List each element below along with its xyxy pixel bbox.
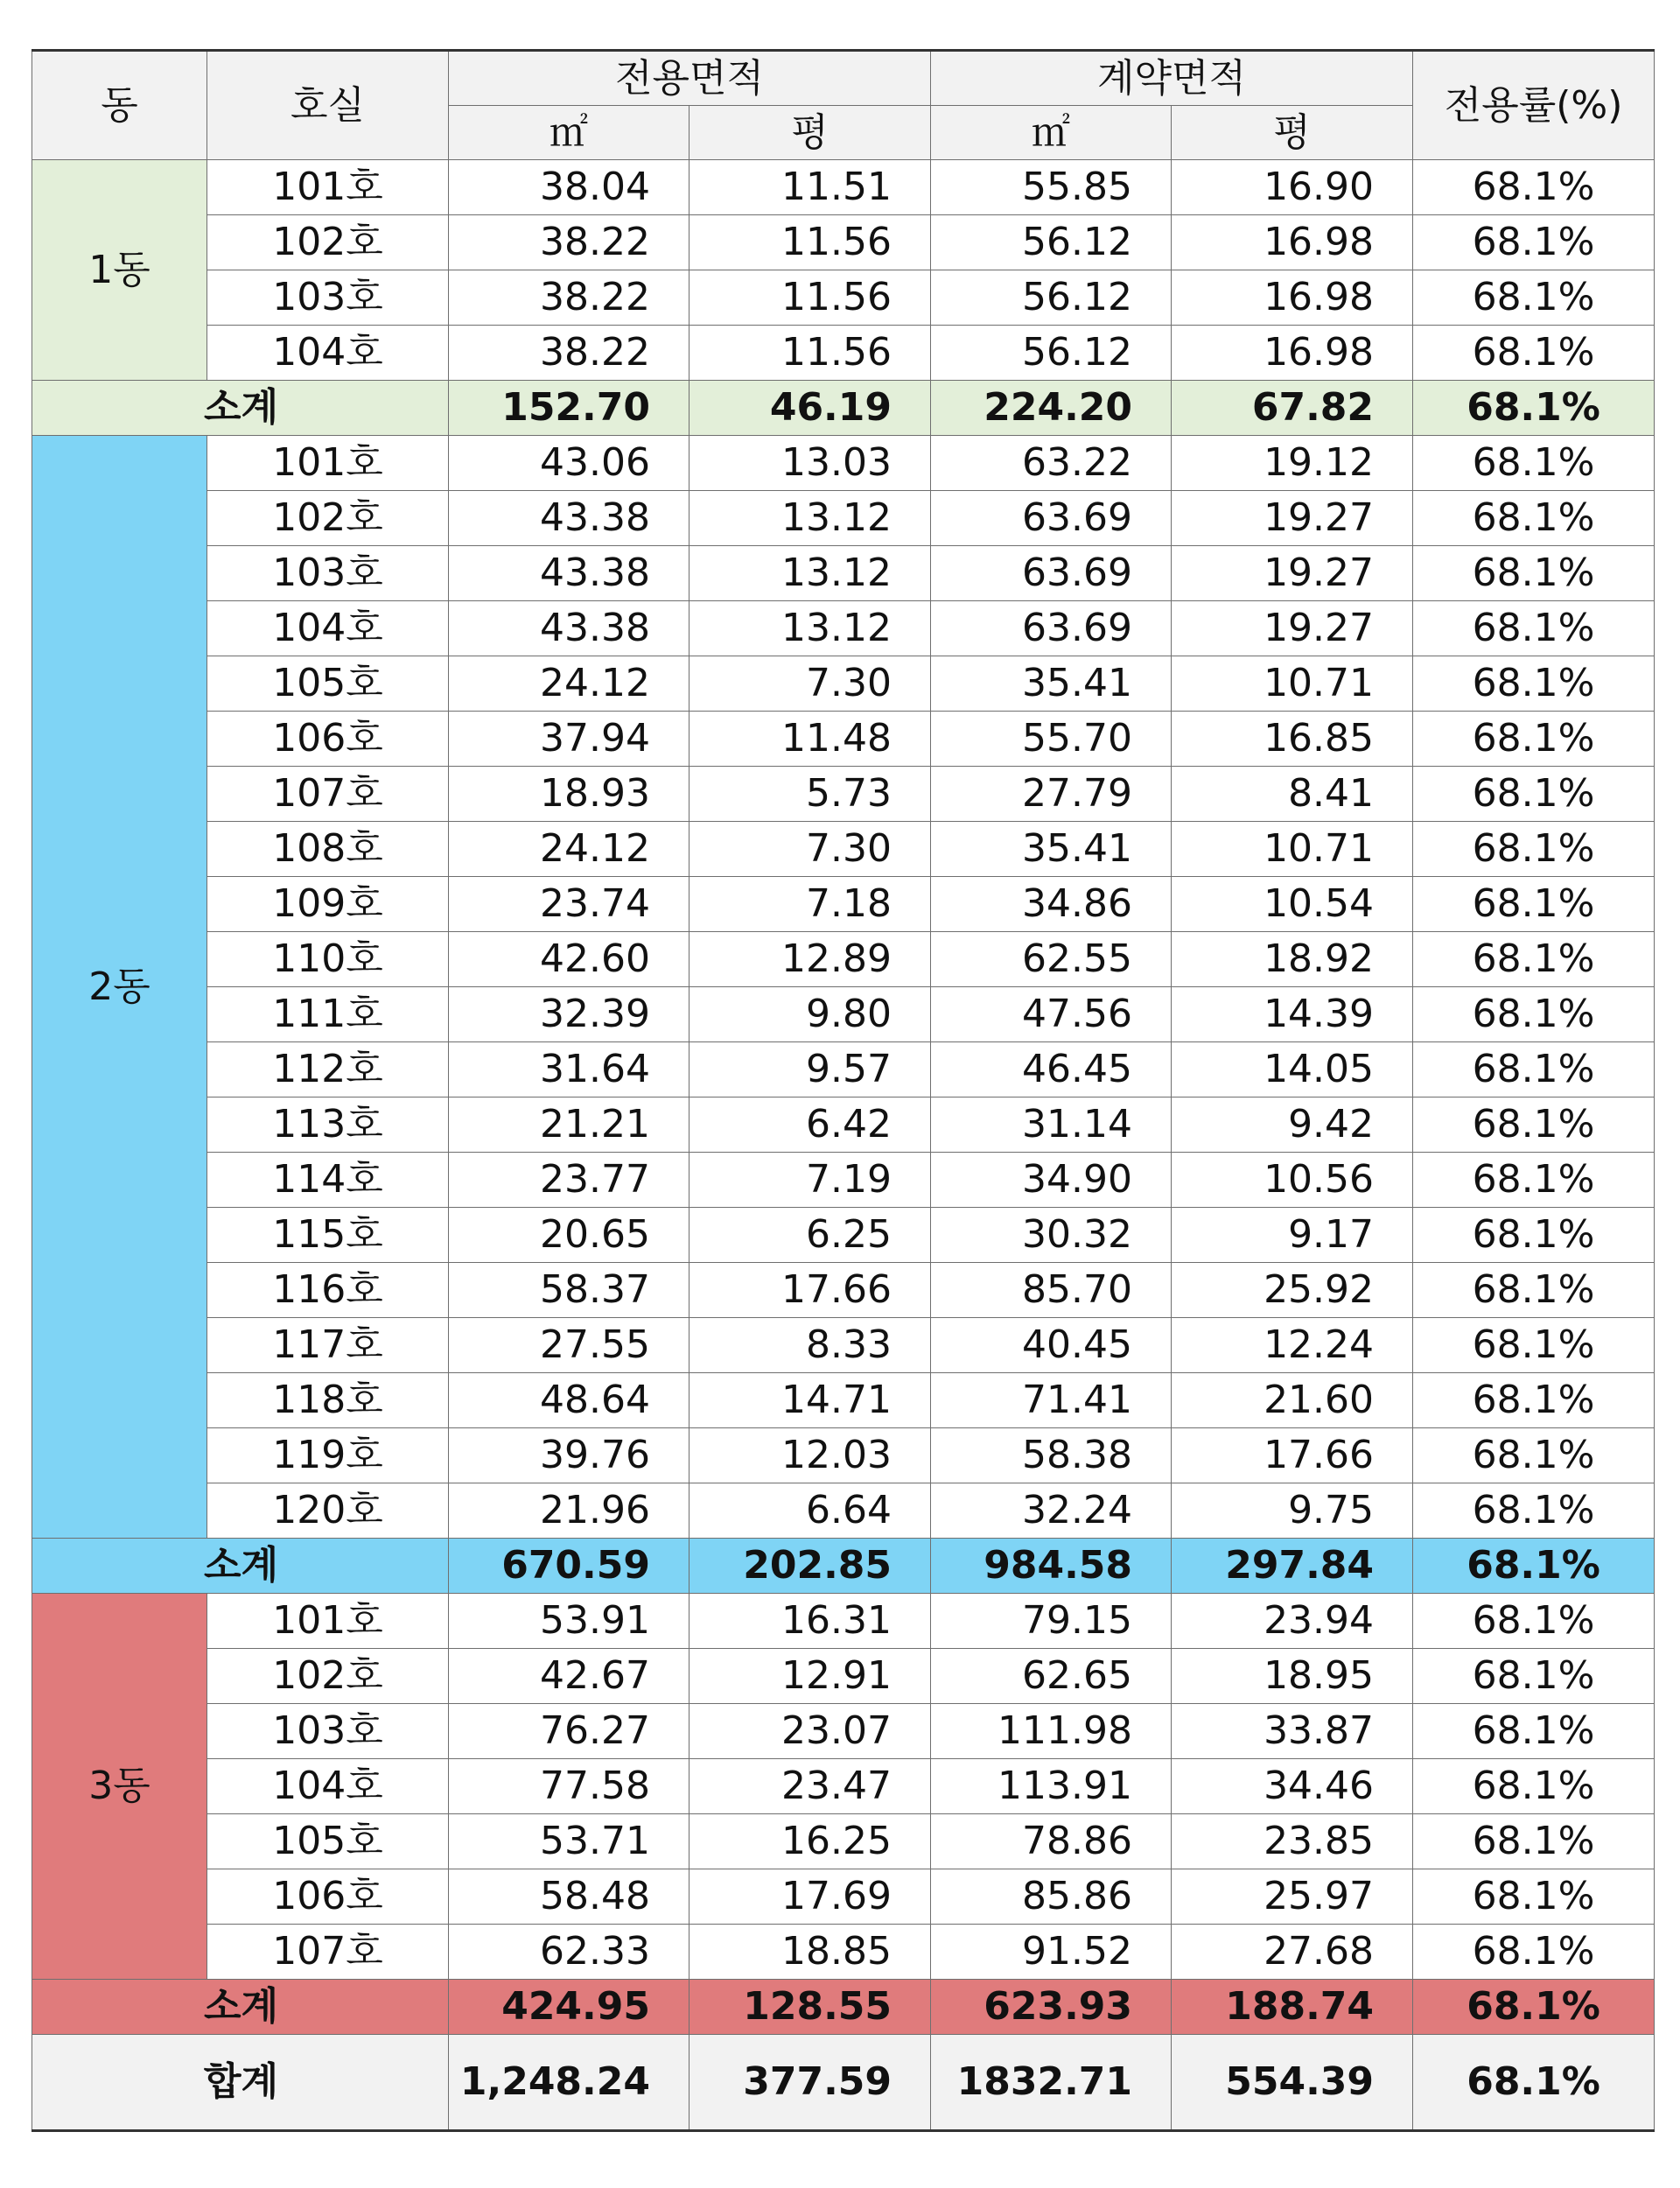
building-label: 1동 — [32, 160, 207, 381]
cell-exclusive-pyeong: 7.30 — [690, 656, 931, 712]
cell-contract-pyeong: 19.12 — [1172, 436, 1413, 491]
cell-contract-m2: 91.52 — [931, 1925, 1172, 1980]
cell-exclusive-pyeong: 23.07 — [690, 1704, 931, 1759]
cell-contract-m2: 62.55 — [931, 932, 1172, 987]
cell-exclusive-pyeong: 11.56 — [690, 326, 931, 381]
cell-exclusive-m2: 32.39 — [449, 987, 690, 1042]
cell-contract-pyeong: 18.92 — [1172, 932, 1413, 987]
table-row — [32, 1594, 1655, 1649]
cell-ratio: 68.1% — [1413, 160, 1655, 215]
cell-contract-m2: 35.41 — [931, 822, 1172, 877]
table-row — [32, 932, 1655, 987]
cell-contract-pyeong: 9.17 — [1172, 1208, 1413, 1263]
cell-exclusive-m2: 38.22 — [449, 215, 690, 270]
cell-ratio: 68.1% — [1413, 1428, 1655, 1483]
cell-exclusive-m2: 53.91 — [449, 1594, 690, 1649]
cell-ratio: 68.1% — [1413, 1649, 1655, 1704]
cell-exclusive-pyeong: 7.19 — [690, 1153, 931, 1208]
table-row — [32, 1869, 1655, 1925]
cell-contract-pyeong: 19.27 — [1172, 491, 1413, 546]
cell-exclusive-m2: 21.96 — [449, 1483, 690, 1539]
table-row — [32, 1373, 1655, 1428]
cell-exclusive-m2: 53.71 — [449, 1814, 690, 1869]
header-contract-m2: ㎡ — [931, 106, 1172, 160]
cell-exclusive-pyeong: 6.42 — [690, 1098, 931, 1153]
table-row — [32, 656, 1655, 712]
cell-contract-m2: 35.41 — [931, 656, 1172, 712]
cell-room: 110호 — [207, 932, 449, 987]
cell-contract-pyeong: 19.27 — [1172, 601, 1413, 656]
cell-room: 112호 — [207, 1042, 449, 1098]
total-label: 합계 — [32, 2035, 449, 2131]
cell-exclusive-pyeong: 18.85 — [690, 1925, 931, 1980]
cell-contract-m2: 40.45 — [931, 1318, 1172, 1373]
cell-exclusive-m2: 23.74 — [449, 877, 690, 932]
subtotal-ratio: 68.1% — [1413, 1539, 1655, 1594]
header-exclusive-m2: ㎡ — [449, 106, 690, 160]
cell-exclusive-m2: 21.21 — [449, 1098, 690, 1153]
cell-ratio: 68.1% — [1413, 1483, 1655, 1539]
cell-exclusive-pyeong: 11.56 — [690, 270, 931, 326]
cell-contract-pyeong: 18.95 — [1172, 1649, 1413, 1704]
table-row — [32, 1318, 1655, 1373]
cell-exclusive-pyeong: 13.12 — [690, 546, 931, 601]
cell-exclusive-m2: 62.33 — [449, 1925, 690, 1980]
cell-contract-pyeong: 9.75 — [1172, 1483, 1413, 1539]
table-row — [32, 436, 1655, 491]
total-contract-pyeong: 554.39 — [1172, 2035, 1413, 2131]
cell-exclusive-pyeong: 13.12 — [690, 601, 931, 656]
cell-contract-m2: 58.38 — [931, 1428, 1172, 1483]
cell-room: 102호 — [207, 491, 449, 546]
table-body — [32, 160, 1655, 2131]
cell-exclusive-pyeong: 12.03 — [690, 1428, 931, 1483]
cell-exclusive-pyeong: 23.47 — [690, 1759, 931, 1814]
cell-room: 118호 — [207, 1373, 449, 1428]
table-row — [32, 1759, 1655, 1814]
cell-contract-pyeong: 12.24 — [1172, 1318, 1413, 1373]
cell-contract-pyeong: 10.56 — [1172, 1153, 1413, 1208]
cell-exclusive-pyeong: 9.80 — [690, 987, 931, 1042]
cell-room: 105호 — [207, 656, 449, 712]
cell-contract-m2: 62.65 — [931, 1649, 1172, 1704]
table-row — [32, 1153, 1655, 1208]
building-label: 3동 — [32, 1594, 207, 1980]
cell-contract-m2: 34.86 — [931, 877, 1172, 932]
table-row — [32, 1649, 1655, 1704]
subtotal-exclusive-pyeong: 46.19 — [690, 381, 931, 436]
cell-contract-pyeong: 16.90 — [1172, 160, 1413, 215]
table-row — [32, 1483, 1655, 1539]
cell-ratio: 68.1% — [1413, 1318, 1655, 1373]
cell-contract-m2: 63.69 — [931, 546, 1172, 601]
cell-room: 101호 — [207, 160, 449, 215]
cell-exclusive-m2: 42.67 — [449, 1649, 690, 1704]
table-row — [32, 601, 1655, 656]
cell-exclusive-m2: 76.27 — [449, 1704, 690, 1759]
cell-ratio: 68.1% — [1413, 1263, 1655, 1318]
cell-exclusive-m2: 42.60 — [449, 932, 690, 987]
cell-exclusive-m2: 43.06 — [449, 436, 690, 491]
table-row — [32, 877, 1655, 932]
cell-contract-pyeong: 21.60 — [1172, 1373, 1413, 1428]
cell-contract-m2: 56.12 — [931, 326, 1172, 381]
cell-room: 106호 — [207, 712, 449, 767]
cell-contract-m2: 46.45 — [931, 1042, 1172, 1098]
cell-exclusive-pyeong: 11.48 — [690, 712, 931, 767]
cell-room: 101호 — [207, 1594, 449, 1649]
cell-ratio: 68.1% — [1413, 491, 1655, 546]
cell-room: 115호 — [207, 1208, 449, 1263]
cell-exclusive-pyeong: 6.25 — [690, 1208, 931, 1263]
total-exclusive-pyeong: 377.59 — [690, 2035, 931, 2131]
cell-ratio: 68.1% — [1413, 1869, 1655, 1925]
grand-total-row — [32, 2035, 1655, 2131]
cell-room: 111호 — [207, 987, 449, 1042]
cell-contract-m2: 32.24 — [931, 1483, 1172, 1539]
cell-exclusive-m2: 23.77 — [449, 1153, 690, 1208]
cell-contract-m2: 30.32 — [931, 1208, 1172, 1263]
table-row — [32, 1208, 1655, 1263]
subtotal-exclusive-m2: 152.70 — [449, 381, 690, 436]
cell-room: 102호 — [207, 1649, 449, 1704]
cell-room: 116호 — [207, 1263, 449, 1318]
cell-ratio: 68.1% — [1413, 1098, 1655, 1153]
cell-contract-pyeong: 14.39 — [1172, 987, 1413, 1042]
cell-contract-pyeong: 10.54 — [1172, 877, 1413, 932]
cell-exclusive-m2: 24.12 — [449, 656, 690, 712]
cell-exclusive-m2: 27.55 — [449, 1318, 690, 1373]
cell-contract-m2: 34.90 — [931, 1153, 1172, 1208]
subtotal-exclusive-pyeong: 202.85 — [690, 1539, 931, 1594]
cell-room: 108호 — [207, 822, 449, 877]
table-row — [32, 1428, 1655, 1483]
cell-room: 113호 — [207, 1098, 449, 1153]
cell-ratio: 68.1% — [1413, 546, 1655, 601]
header-contract-pyeong: 평 — [1172, 106, 1413, 160]
table-header — [32, 51, 1655, 160]
table-row — [32, 1925, 1655, 1980]
cell-room: 103호 — [207, 546, 449, 601]
cell-contract-m2: 31.14 — [931, 1098, 1172, 1153]
cell-ratio: 68.1% — [1413, 1373, 1655, 1428]
cell-contract-pyeong: 34.46 — [1172, 1759, 1413, 1814]
subtotal-contract-m2: 623.93 — [931, 1980, 1172, 2035]
cell-contract-pyeong: 9.42 — [1172, 1098, 1413, 1153]
table-row — [32, 1098, 1655, 1153]
cell-exclusive-m2: 43.38 — [449, 546, 690, 601]
cell-ratio: 68.1% — [1413, 932, 1655, 987]
cell-contract-pyeong: 23.94 — [1172, 1594, 1413, 1649]
cell-room: 104호 — [207, 601, 449, 656]
cell-ratio: 68.1% — [1413, 215, 1655, 270]
cell-exclusive-pyeong: 14.71 — [690, 1373, 931, 1428]
table-row — [32, 160, 1655, 215]
table-row — [32, 987, 1655, 1042]
cell-ratio: 68.1% — [1413, 1208, 1655, 1263]
cell-ratio: 68.1% — [1413, 712, 1655, 767]
subtotal-contract-pyeong: 188.74 — [1172, 1980, 1413, 2035]
cell-contract-m2: 85.70 — [931, 1263, 1172, 1318]
cell-contract-m2: 63.69 — [931, 491, 1172, 546]
cell-contract-m2: 27.79 — [931, 767, 1172, 822]
cell-ratio: 68.1% — [1413, 1594, 1655, 1649]
cell-contract-m2: 55.70 — [931, 712, 1172, 767]
cell-exclusive-pyeong: 11.51 — [690, 160, 931, 215]
cell-ratio: 68.1% — [1413, 601, 1655, 656]
cell-contract-pyeong: 16.98 — [1172, 215, 1413, 270]
cell-contract-m2: 47.56 — [931, 987, 1172, 1042]
subtotal-contract-pyeong: 297.84 — [1172, 1539, 1413, 1594]
subtotal-contract-m2: 224.20 — [931, 381, 1172, 436]
subtotal-exclusive-m2: 424.95 — [449, 1980, 690, 2035]
subtotal-contract-m2: 984.58 — [931, 1539, 1172, 1594]
area-table-sheet — [32, 49, 1654, 2132]
cell-contract-m2: 55.85 — [931, 160, 1172, 215]
cell-ratio: 68.1% — [1413, 987, 1655, 1042]
header-exclusive-pyeong: 평 — [690, 106, 931, 160]
cell-exclusive-pyeong: 9.57 — [690, 1042, 931, 1098]
cell-exclusive-pyeong: 8.33 — [690, 1318, 931, 1373]
subtotal-ratio: 68.1% — [1413, 381, 1655, 436]
area-table — [32, 49, 1655, 2132]
cell-room: 117호 — [207, 1318, 449, 1373]
cell-room: 103호 — [207, 1704, 449, 1759]
cell-ratio: 68.1% — [1413, 767, 1655, 822]
cell-contract-m2: 85.86 — [931, 1869, 1172, 1925]
cell-room: 105호 — [207, 1814, 449, 1869]
header-contract-area: 계약면적 — [931, 51, 1413, 106]
cell-contract-pyeong: 14.05 — [1172, 1042, 1413, 1098]
cell-exclusive-m2: 58.48 — [449, 1869, 690, 1925]
subtotal-label: 소계 — [32, 381, 449, 436]
cell-exclusive-m2: 43.38 — [449, 601, 690, 656]
cell-ratio: 68.1% — [1413, 1759, 1655, 1814]
cell-exclusive-m2: 43.38 — [449, 491, 690, 546]
cell-room: 107호 — [207, 767, 449, 822]
total-ratio: 68.1% — [1413, 2035, 1655, 2131]
table-row — [32, 1814, 1655, 1869]
subtotal-row — [32, 1980, 1655, 2035]
cell-exclusive-pyeong: 11.56 — [690, 215, 931, 270]
cell-room: 104호 — [207, 326, 449, 381]
cell-exclusive-pyeong: 13.03 — [690, 436, 931, 491]
subtotal-label: 소계 — [32, 1539, 449, 1594]
total-contract-m2: 1832.71 — [931, 2035, 1172, 2131]
subtotal-label: 소계 — [32, 1980, 449, 2035]
cell-contract-pyeong: 10.71 — [1172, 822, 1413, 877]
table-row — [32, 1042, 1655, 1098]
cell-contract-pyeong: 25.97 — [1172, 1869, 1413, 1925]
table-row — [32, 712, 1655, 767]
subtotal-row — [32, 381, 1655, 436]
table-row — [32, 1263, 1655, 1318]
table-row — [32, 270, 1655, 326]
cell-contract-m2: 56.12 — [931, 270, 1172, 326]
subtotal-exclusive-m2: 670.59 — [449, 1539, 690, 1594]
header-room: 호실 — [207, 51, 449, 160]
cell-contract-pyeong: 23.85 — [1172, 1814, 1413, 1869]
cell-room: 104호 — [207, 1759, 449, 1814]
cell-contract-pyeong: 27.68 — [1172, 1925, 1413, 1980]
cell-contract-m2: 63.22 — [931, 436, 1172, 491]
header-dong: 동 — [32, 51, 207, 160]
cell-exclusive-m2: 77.58 — [449, 1759, 690, 1814]
cell-room: 120호 — [207, 1483, 449, 1539]
cell-room: 107호 — [207, 1925, 449, 1980]
cell-exclusive-pyeong: 5.73 — [690, 767, 931, 822]
cell-room: 114호 — [207, 1153, 449, 1208]
table-row — [32, 822, 1655, 877]
cell-exclusive-m2: 58.37 — [449, 1263, 690, 1318]
cell-exclusive-pyeong: 17.66 — [690, 1263, 931, 1318]
cell-room: 103호 — [207, 270, 449, 326]
table-row — [32, 326, 1655, 381]
cell-contract-m2: 79.15 — [931, 1594, 1172, 1649]
cell-room: 102호 — [207, 215, 449, 270]
cell-contract-pyeong: 19.27 — [1172, 546, 1413, 601]
cell-exclusive-m2: 38.22 — [449, 270, 690, 326]
cell-ratio: 68.1% — [1413, 436, 1655, 491]
table-row — [32, 215, 1655, 270]
cell-contract-m2: 63.69 — [931, 601, 1172, 656]
cell-contract-m2: 113.91 — [931, 1759, 1172, 1814]
cell-contract-m2: 71.41 — [931, 1373, 1172, 1428]
cell-exclusive-m2: 38.22 — [449, 326, 690, 381]
cell-exclusive-m2: 37.94 — [449, 712, 690, 767]
cell-room: 106호 — [207, 1869, 449, 1925]
cell-ratio: 68.1% — [1413, 656, 1655, 712]
cell-ratio: 68.1% — [1413, 326, 1655, 381]
cell-exclusive-m2: 18.93 — [449, 767, 690, 822]
cell-contract-pyeong: 16.98 — [1172, 326, 1413, 381]
cell-exclusive-m2: 24.12 — [449, 822, 690, 877]
subtotal-ratio: 68.1% — [1413, 1980, 1655, 2035]
cell-room: 109호 — [207, 877, 449, 932]
cell-contract-m2: 56.12 — [931, 215, 1172, 270]
cell-ratio: 68.1% — [1413, 270, 1655, 326]
header-exclusive-area: 전용면적 — [449, 51, 931, 106]
subtotal-row — [32, 1539, 1655, 1594]
subtotal-exclusive-pyeong: 128.55 — [690, 1980, 931, 2035]
cell-exclusive-pyeong: 17.69 — [690, 1869, 931, 1925]
header-ratio: 전용률(%) — [1413, 51, 1655, 160]
cell-contract-pyeong: 8.41 — [1172, 767, 1413, 822]
cell-contract-m2: 78.86 — [931, 1814, 1172, 1869]
table-row — [32, 767, 1655, 822]
table-row — [32, 491, 1655, 546]
cell-room: 101호 — [207, 436, 449, 491]
cell-ratio: 68.1% — [1413, 1925, 1655, 1980]
cell-exclusive-pyeong: 6.64 — [690, 1483, 931, 1539]
cell-ratio: 68.1% — [1413, 822, 1655, 877]
cell-exclusive-pyeong: 16.31 — [690, 1594, 931, 1649]
cell-exclusive-pyeong: 7.30 — [690, 822, 931, 877]
cell-ratio: 68.1% — [1413, 1814, 1655, 1869]
cell-exclusive-m2: 48.64 — [449, 1373, 690, 1428]
cell-exclusive-m2: 38.04 — [449, 160, 690, 215]
cell-contract-pyeong: 17.66 — [1172, 1428, 1413, 1483]
cell-room: 119호 — [207, 1428, 449, 1483]
cell-exclusive-pyeong: 13.12 — [690, 491, 931, 546]
cell-contract-pyeong: 10.71 — [1172, 656, 1413, 712]
cell-contract-pyeong: 33.87 — [1172, 1704, 1413, 1759]
cell-exclusive-m2: 20.65 — [449, 1208, 690, 1263]
cell-contract-pyeong: 16.85 — [1172, 712, 1413, 767]
cell-exclusive-m2: 39.76 — [449, 1428, 690, 1483]
building-label: 2동 — [32, 436, 207, 1539]
cell-exclusive-pyeong: 12.91 — [690, 1649, 931, 1704]
cell-ratio: 68.1% — [1413, 1704, 1655, 1759]
cell-exclusive-m2: 31.64 — [449, 1042, 690, 1098]
cell-exclusive-pyeong: 16.25 — [690, 1814, 931, 1869]
cell-exclusive-pyeong: 7.18 — [690, 877, 931, 932]
cell-contract-pyeong: 16.98 — [1172, 270, 1413, 326]
table-row — [32, 1704, 1655, 1759]
cell-contract-m2: 111.98 — [931, 1704, 1172, 1759]
subtotal-contract-pyeong: 67.82 — [1172, 381, 1413, 436]
cell-ratio: 68.1% — [1413, 1042, 1655, 1098]
cell-exclusive-pyeong: 12.89 — [690, 932, 931, 987]
table-row — [32, 546, 1655, 601]
total-exclusive-m2: 1,248.24 — [449, 2035, 690, 2131]
cell-ratio: 68.1% — [1413, 1153, 1655, 1208]
cell-ratio: 68.1% — [1413, 877, 1655, 932]
cell-contract-pyeong: 25.92 — [1172, 1263, 1413, 1318]
